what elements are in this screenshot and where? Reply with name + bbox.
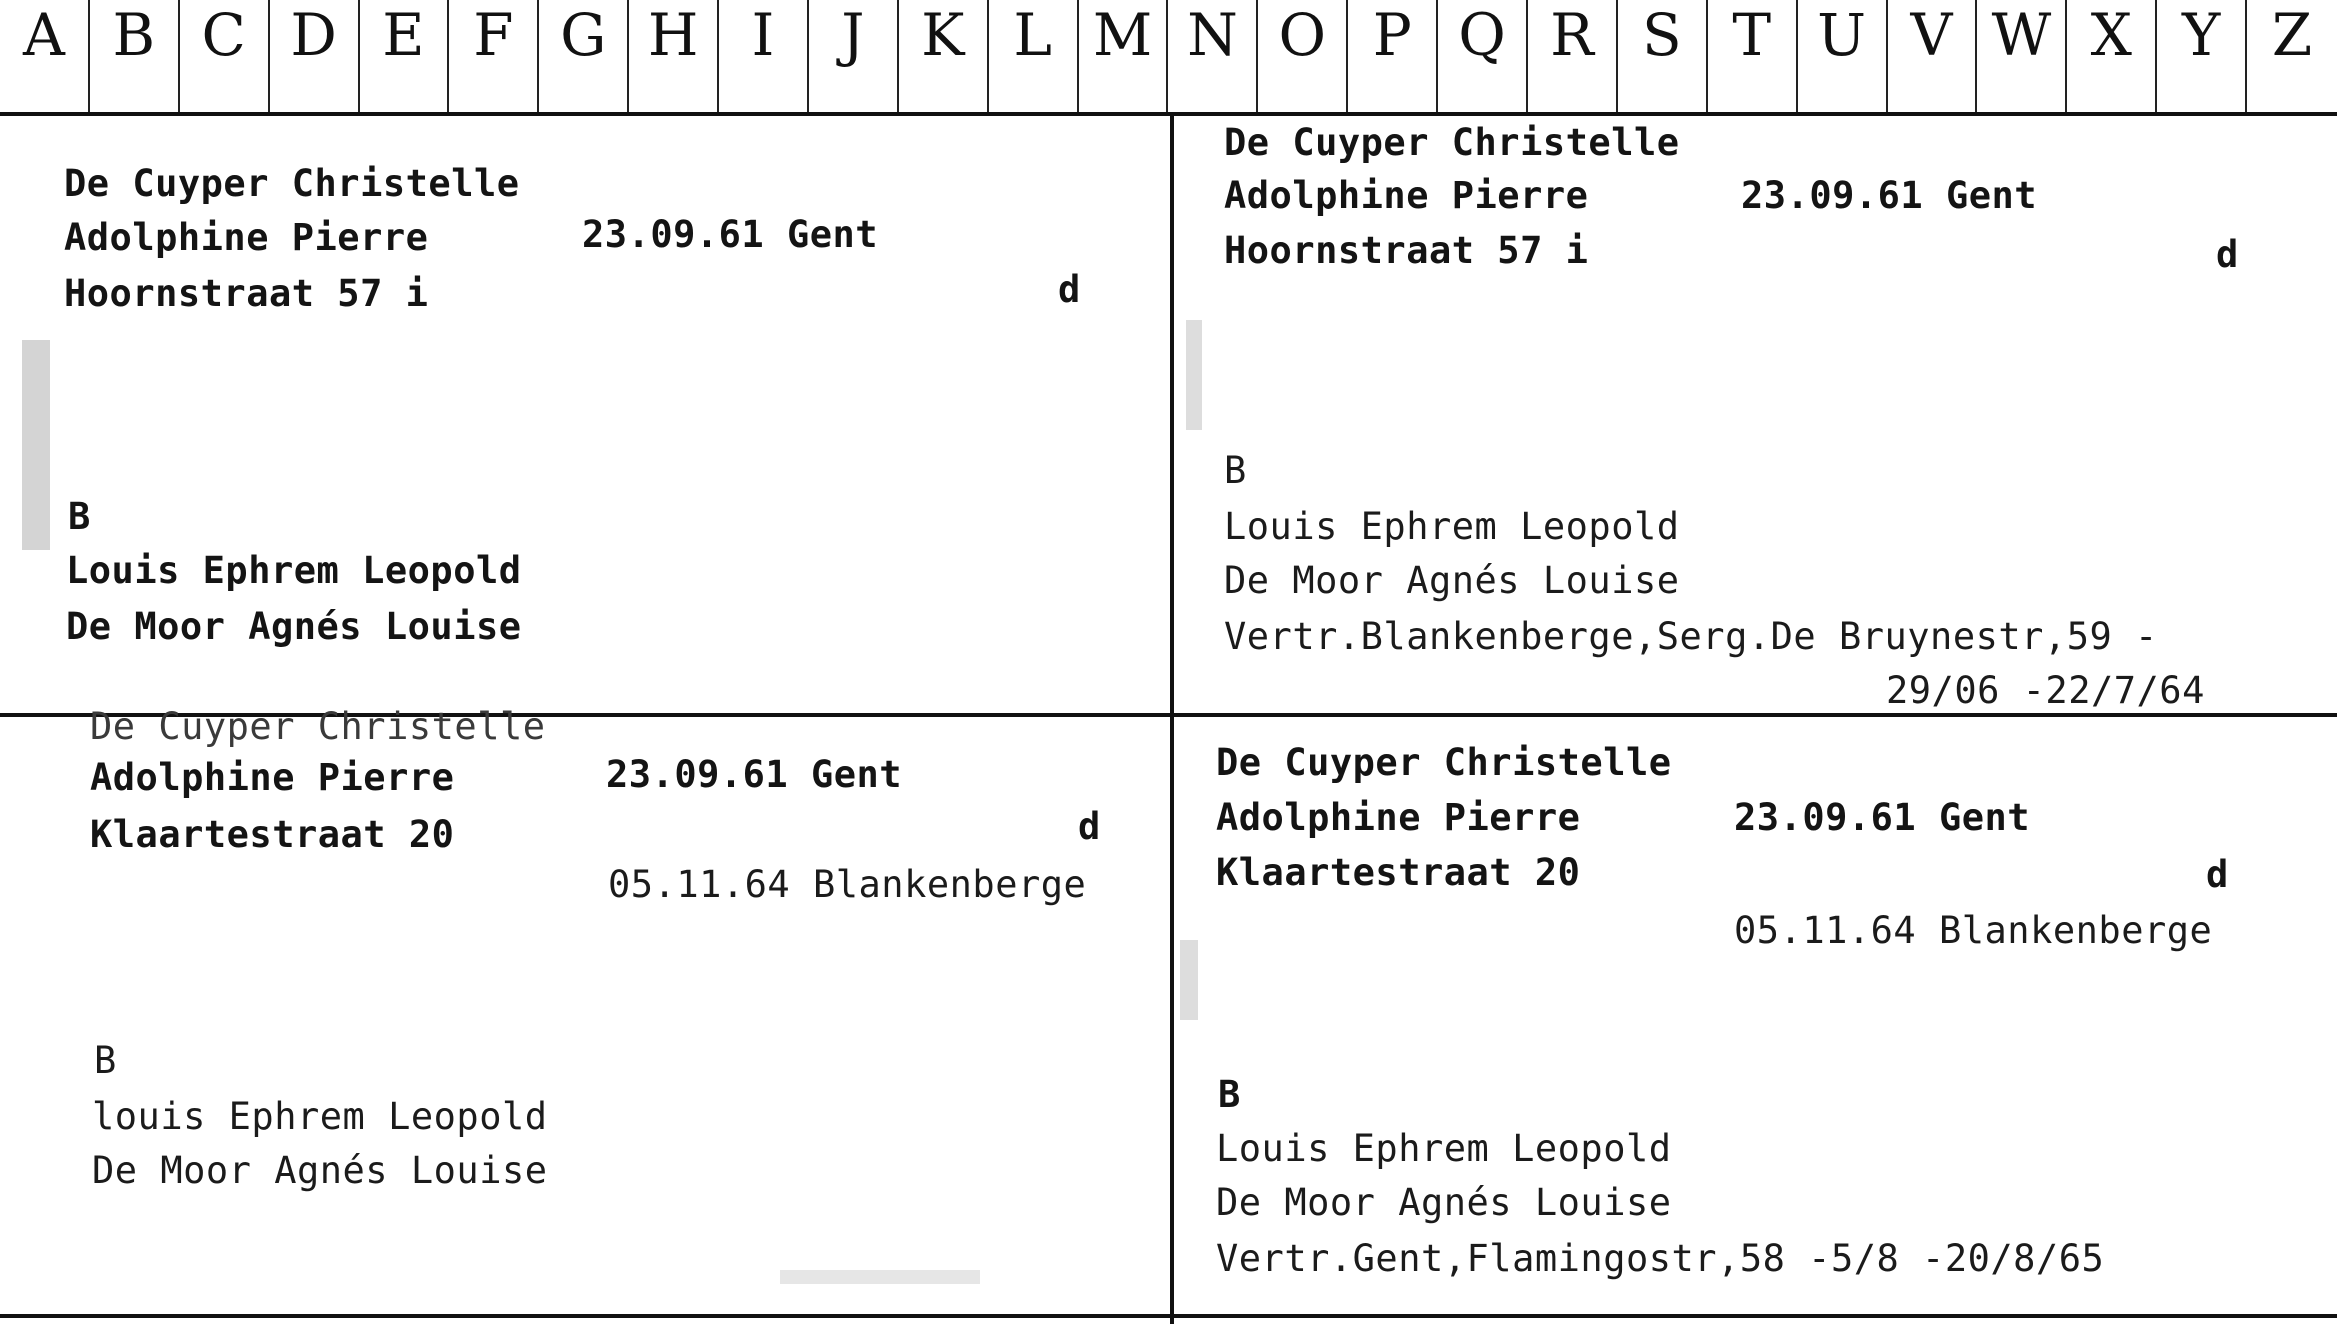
alpha-tab-t: T — [1708, 0, 1798, 112]
card-father: Louis Ephrem Leopold — [66, 549, 522, 592]
card-given-names: Adolphine Pierre — [90, 756, 455, 799]
card-birth: 23.09.61 Gent — [1734, 796, 2031, 839]
card-father: Louis Ephrem Leopold — [1216, 1127, 1672, 1170]
card-given-names: Adolphine Pierre — [1216, 796, 1581, 839]
alpha-tab-y: Y — [2157, 0, 2247, 112]
vertical-divider — [1170, 116, 1174, 1324]
scan-mark — [780, 1270, 980, 1284]
alpha-tab-e: E — [360, 0, 450, 112]
alpha-tab-m: M — [1079, 0, 1169, 112]
alpha-tab-s: S — [1618, 0, 1708, 112]
alpha-tab-u: U — [1798, 0, 1888, 112]
card-birth: 23.09.61 Gent — [606, 753, 903, 796]
card-move: 05.11.64 Blankenberge — [1734, 909, 2213, 952]
alpha-tab-x: X — [2067, 0, 2157, 112]
alpha-tab-a: A — [0, 0, 90, 112]
card-birth: 23.09.61 Gent — [582, 213, 879, 256]
card-departure: Vertr.Gent,Flamingostr,58 -5/8 -20/8/65 — [1216, 1237, 2105, 1280]
alpha-tab-c: C — [180, 0, 270, 112]
card-name: De Cuyper Christelle — [1216, 741, 1672, 784]
alpha-tab-o: O — [1258, 0, 1348, 112]
card-code: d — [2216, 233, 2239, 276]
alpha-tab-r: R — [1528, 0, 1618, 112]
card-name: De Cuyper Christelle — [1224, 121, 1680, 164]
card-code: d — [1058, 268, 1081, 311]
scan-mark — [1186, 320, 1202, 430]
alpha-tab-h: H — [629, 0, 719, 112]
card-code: d — [1078, 805, 1101, 848]
card-section: B — [1224, 449, 1247, 492]
card-father: Louis Ephrem Leopold — [1224, 505, 1680, 548]
card-mother: De Moor Agnés Louise — [66, 605, 522, 648]
card-address: Klaartestraat 20 — [1216, 851, 1581, 894]
card-section: B — [68, 495, 91, 538]
alpha-tab-k: K — [899, 0, 989, 112]
alpha-tab-n: N — [1169, 0, 1259, 112]
card-given-names: Adolphine Pierre — [64, 216, 429, 259]
card-given-names: Adolphine Pierre — [1224, 174, 1589, 217]
card-departure: Vertr.Blankenberge,Serg.De Bruynestr,59 - — [1224, 615, 2158, 658]
alpha-tab-b: B — [90, 0, 180, 112]
alpha-tab-z: Z — [2271, 1, 2313, 69]
card-birth: 23.09.61 Gent — [1741, 174, 2038, 217]
card-name: De Cuyper Christelle — [90, 705, 546, 748]
bottom-horizontal-divider — [0, 1314, 2337, 1318]
card-address: Hoornstraat 57 i — [1224, 229, 1589, 272]
card-name: De Cuyper Christelle — [64, 162, 520, 205]
card-move: 05.11.64 Blankenberge — [608, 863, 1087, 906]
card-mother: De Moor Agnés Louise — [1216, 1181, 1672, 1224]
card-address: Hoornstraat 57 i — [64, 272, 429, 315]
alpha-tab-v: V — [1888, 0, 1978, 112]
card-code: d — [2206, 853, 2229, 896]
alpha-tab-w: W — [1977, 0, 2067, 112]
alpha-tab-g: G — [539, 0, 629, 112]
alpha-tab-q: Q — [1438, 0, 1528, 112]
alpha-tab-d: D — [270, 0, 360, 112]
card-father: louis Ephrem Leopold — [92, 1095, 548, 1138]
card-mother: De Moor Agnés Louise — [1224, 559, 1680, 602]
card-mother: De Moor Agnés Louise — [92, 1149, 548, 1192]
card-address: Klaartestraat 20 — [90, 813, 455, 856]
card-section: B — [1218, 1073, 1241, 1116]
alpha-tab-j: J — [809, 0, 899, 112]
scan-mark — [22, 340, 50, 550]
alphabet-index-strip — [0, 0, 2337, 116]
alpha-tab-p: P — [1348, 0, 1438, 112]
card-section: B — [94, 1039, 117, 1082]
scan-mark — [1180, 940, 1198, 1020]
alpha-tab-i: I — [719, 0, 809, 112]
alpha-tab-f: F — [449, 0, 539, 112]
card-departure-dates: 29/06 -22/7/64 — [1886, 669, 2205, 712]
alpha-tab-l: L — [989, 0, 1079, 112]
